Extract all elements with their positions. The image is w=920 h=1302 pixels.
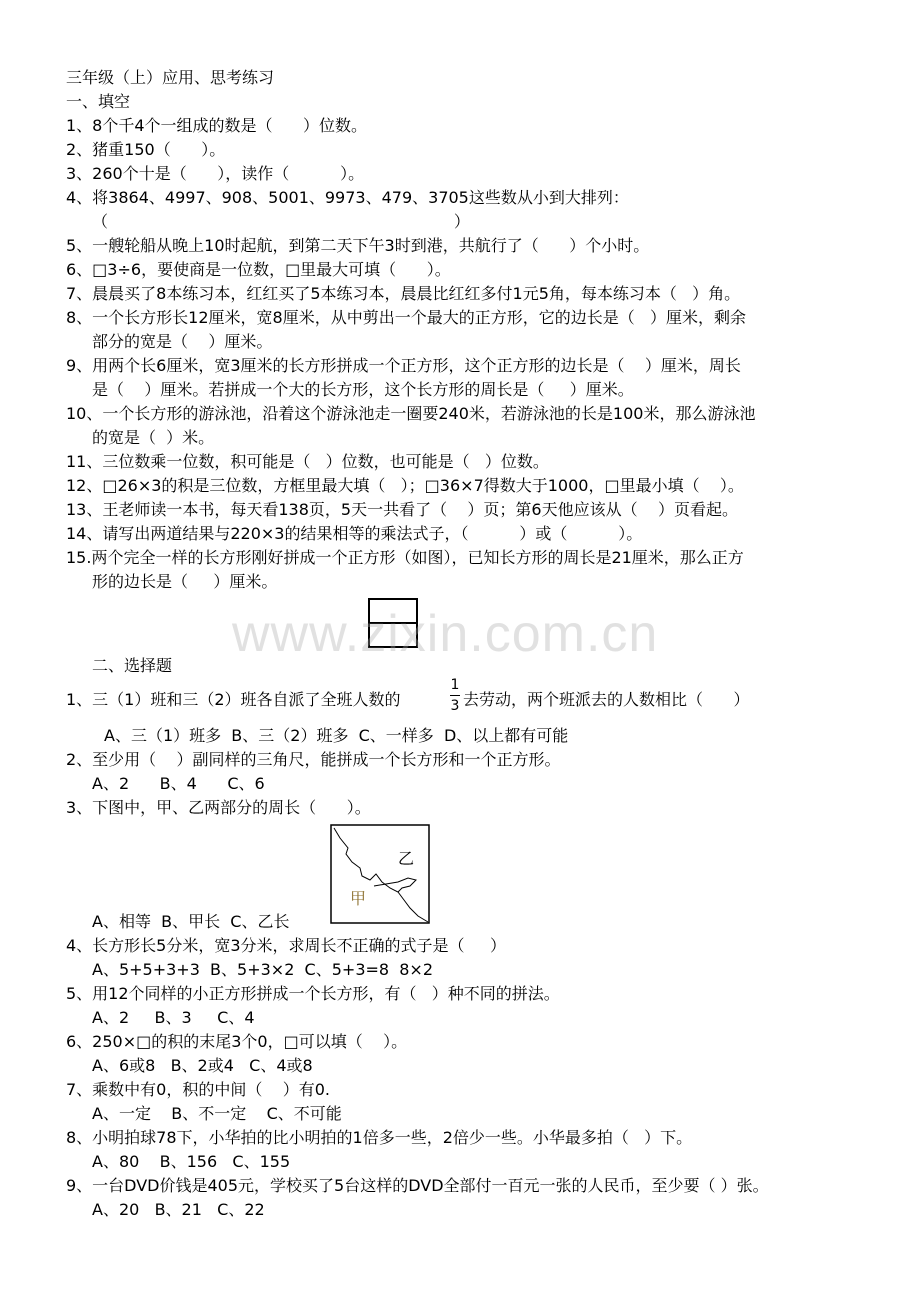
fraction-bar xyxy=(450,695,460,696)
answer-parentheses: （ ） xyxy=(92,212,470,231)
question-line: 部分的宽是（ ）厘米。 xyxy=(92,332,273,351)
options-line: A、5+5+3+3 B、5+3×2 C、5+3=8 8×2 xyxy=(92,960,434,979)
question-line: 3、下图中，甲、乙两部分的周长（ ）。 xyxy=(66,798,371,817)
question-line: 2、猪重150（ ）。 xyxy=(66,140,226,159)
options-line: A、2 B、3 C、4 xyxy=(92,1008,255,1027)
question-line: 6、250×□的积的末尾3个0，□可以填（ ）。 xyxy=(66,1032,408,1051)
options-line: A、20 B、21 C、22 xyxy=(92,1200,265,1219)
question-line: 3、260个十是（ ），读作（ ）。 xyxy=(66,164,365,183)
label-yi: 乙 xyxy=(398,849,415,868)
jia-yi-figure xyxy=(330,824,430,924)
question-line: 15.两个完全一样的长方形刚好拼成一个正方形（如图），已知长方形的周长是21厘米，那么正方 xyxy=(66,548,744,567)
question-line: 12、□26×3的积是三位数，方框里最大填（ ）；□36×7得数大于1000，□里最小填（ ）。 xyxy=(66,476,744,495)
question-line: 7、晨晨买了8本练习本，红红买了5本练习本，晨晨比红红多付1元5角，每本练习本（ ）角。 xyxy=(66,284,741,303)
options-line: A、80 B、156 C、155 xyxy=(92,1152,291,1171)
options-line: A、三（1）班多 B、三（2）班多 C、一样多 D、以上都有可能 xyxy=(104,726,569,745)
question-line: 形的边长是（ ）厘米。 xyxy=(92,572,278,591)
question-line: 去劳动，两个班派去的人数相比（ ） xyxy=(463,690,750,709)
question-line: 1、8个千4个一组成的数是（ ）位数。 xyxy=(66,116,368,135)
question-line: 14、请写出两道结果与220×3的结果相等的乘法式子，（ ）或（ ）。 xyxy=(66,524,643,543)
question-line: 的宽是（ ）米。 xyxy=(92,428,215,447)
question-line: 11、三位数乘一位数，积可能是（ ）位数，也可能是（ ）位数。 xyxy=(66,452,549,471)
fraction-denominator: 3 xyxy=(450,698,460,714)
question-line: 2、至少用（ ）副同样的三角尺，能拼成一个长方形和一个正方形。 xyxy=(66,750,561,769)
page-title: 三年级（上）应用、思考练习 xyxy=(66,68,275,87)
watermark: www.zixin.com.cn xyxy=(232,605,659,663)
options-line: A、相等 B、甲长 C、乙长 xyxy=(92,912,290,931)
question-line: 6、□3÷6，要使商是一位数，□里最大可填（ ）。 xyxy=(66,260,451,279)
question-line: 13、王老师读一本书，每天看138页，5天一共看了（ ）页；第6天他应该从（ ）页看起。 xyxy=(66,500,738,519)
section2-heading: 二、选择题 xyxy=(92,656,173,675)
question-line: 4、将3864、4997、908、5001、9973、479、3705这些数从小到大排列： xyxy=(66,188,629,207)
label-jia: 甲 xyxy=(350,889,367,908)
question-line: 8、一个长方形长12厘米，宽8厘米，从中剪出一个最大的正方形，它的边长是（ ）厘米，剩余 xyxy=(66,308,746,327)
question-line: 是（ ）厘米。若拼成一个大的长方形，这个长方形的周长是（ ）厘米。 xyxy=(92,380,634,399)
question-line: 9、一台DVD价钱是405元，学校买了5台这样的DVD全部付一百元一张的人民币，至少要（ ）张。 xyxy=(66,1176,769,1195)
question-line: 10、一个长方形的游泳池，沿着这个游泳池走一圈要240米，若游泳池的长是100米，那么游泳池 xyxy=(66,404,756,423)
question-line: 1、三（1）班和三（2）班各自派了全班人数的 xyxy=(66,690,401,709)
options-line: A、6或8 B、2或4 C、4或8 xyxy=(92,1056,313,1075)
question-line: 8、小明拍球78下，小华拍的比小明拍的1倍多一些，2倍少一些。小华最多拍（ ）下。 xyxy=(66,1128,693,1147)
question-line: 7、乘数中有0，积的中间（ ）有0. xyxy=(66,1080,330,1099)
section1-heading: 一、填空 xyxy=(66,92,131,111)
options-line: A、一定 B、不一定 C、不可能 xyxy=(92,1104,342,1123)
fraction-numerator: 1 xyxy=(450,677,460,693)
question-line: 4、长方形长5分米，宽3分米，求周长不正确的式子是（ ） xyxy=(66,936,506,955)
options-line: A、2 B、4 C、6 xyxy=(92,774,265,793)
question-line: 9、用两个长6厘米，宽3厘米的长方形拼成一个正方形，这个正方形的边长是（ ）厘米，周长 xyxy=(66,356,741,375)
question-line: 5、一艘轮船从晚上10时起航，到第二天下午3时到港，共航行了（ ）个小时。 xyxy=(66,236,650,255)
question-line: 5、用12个同样的小正方形拼成一个长方形，有（ ）种不同的拼法。 xyxy=(66,984,560,1003)
